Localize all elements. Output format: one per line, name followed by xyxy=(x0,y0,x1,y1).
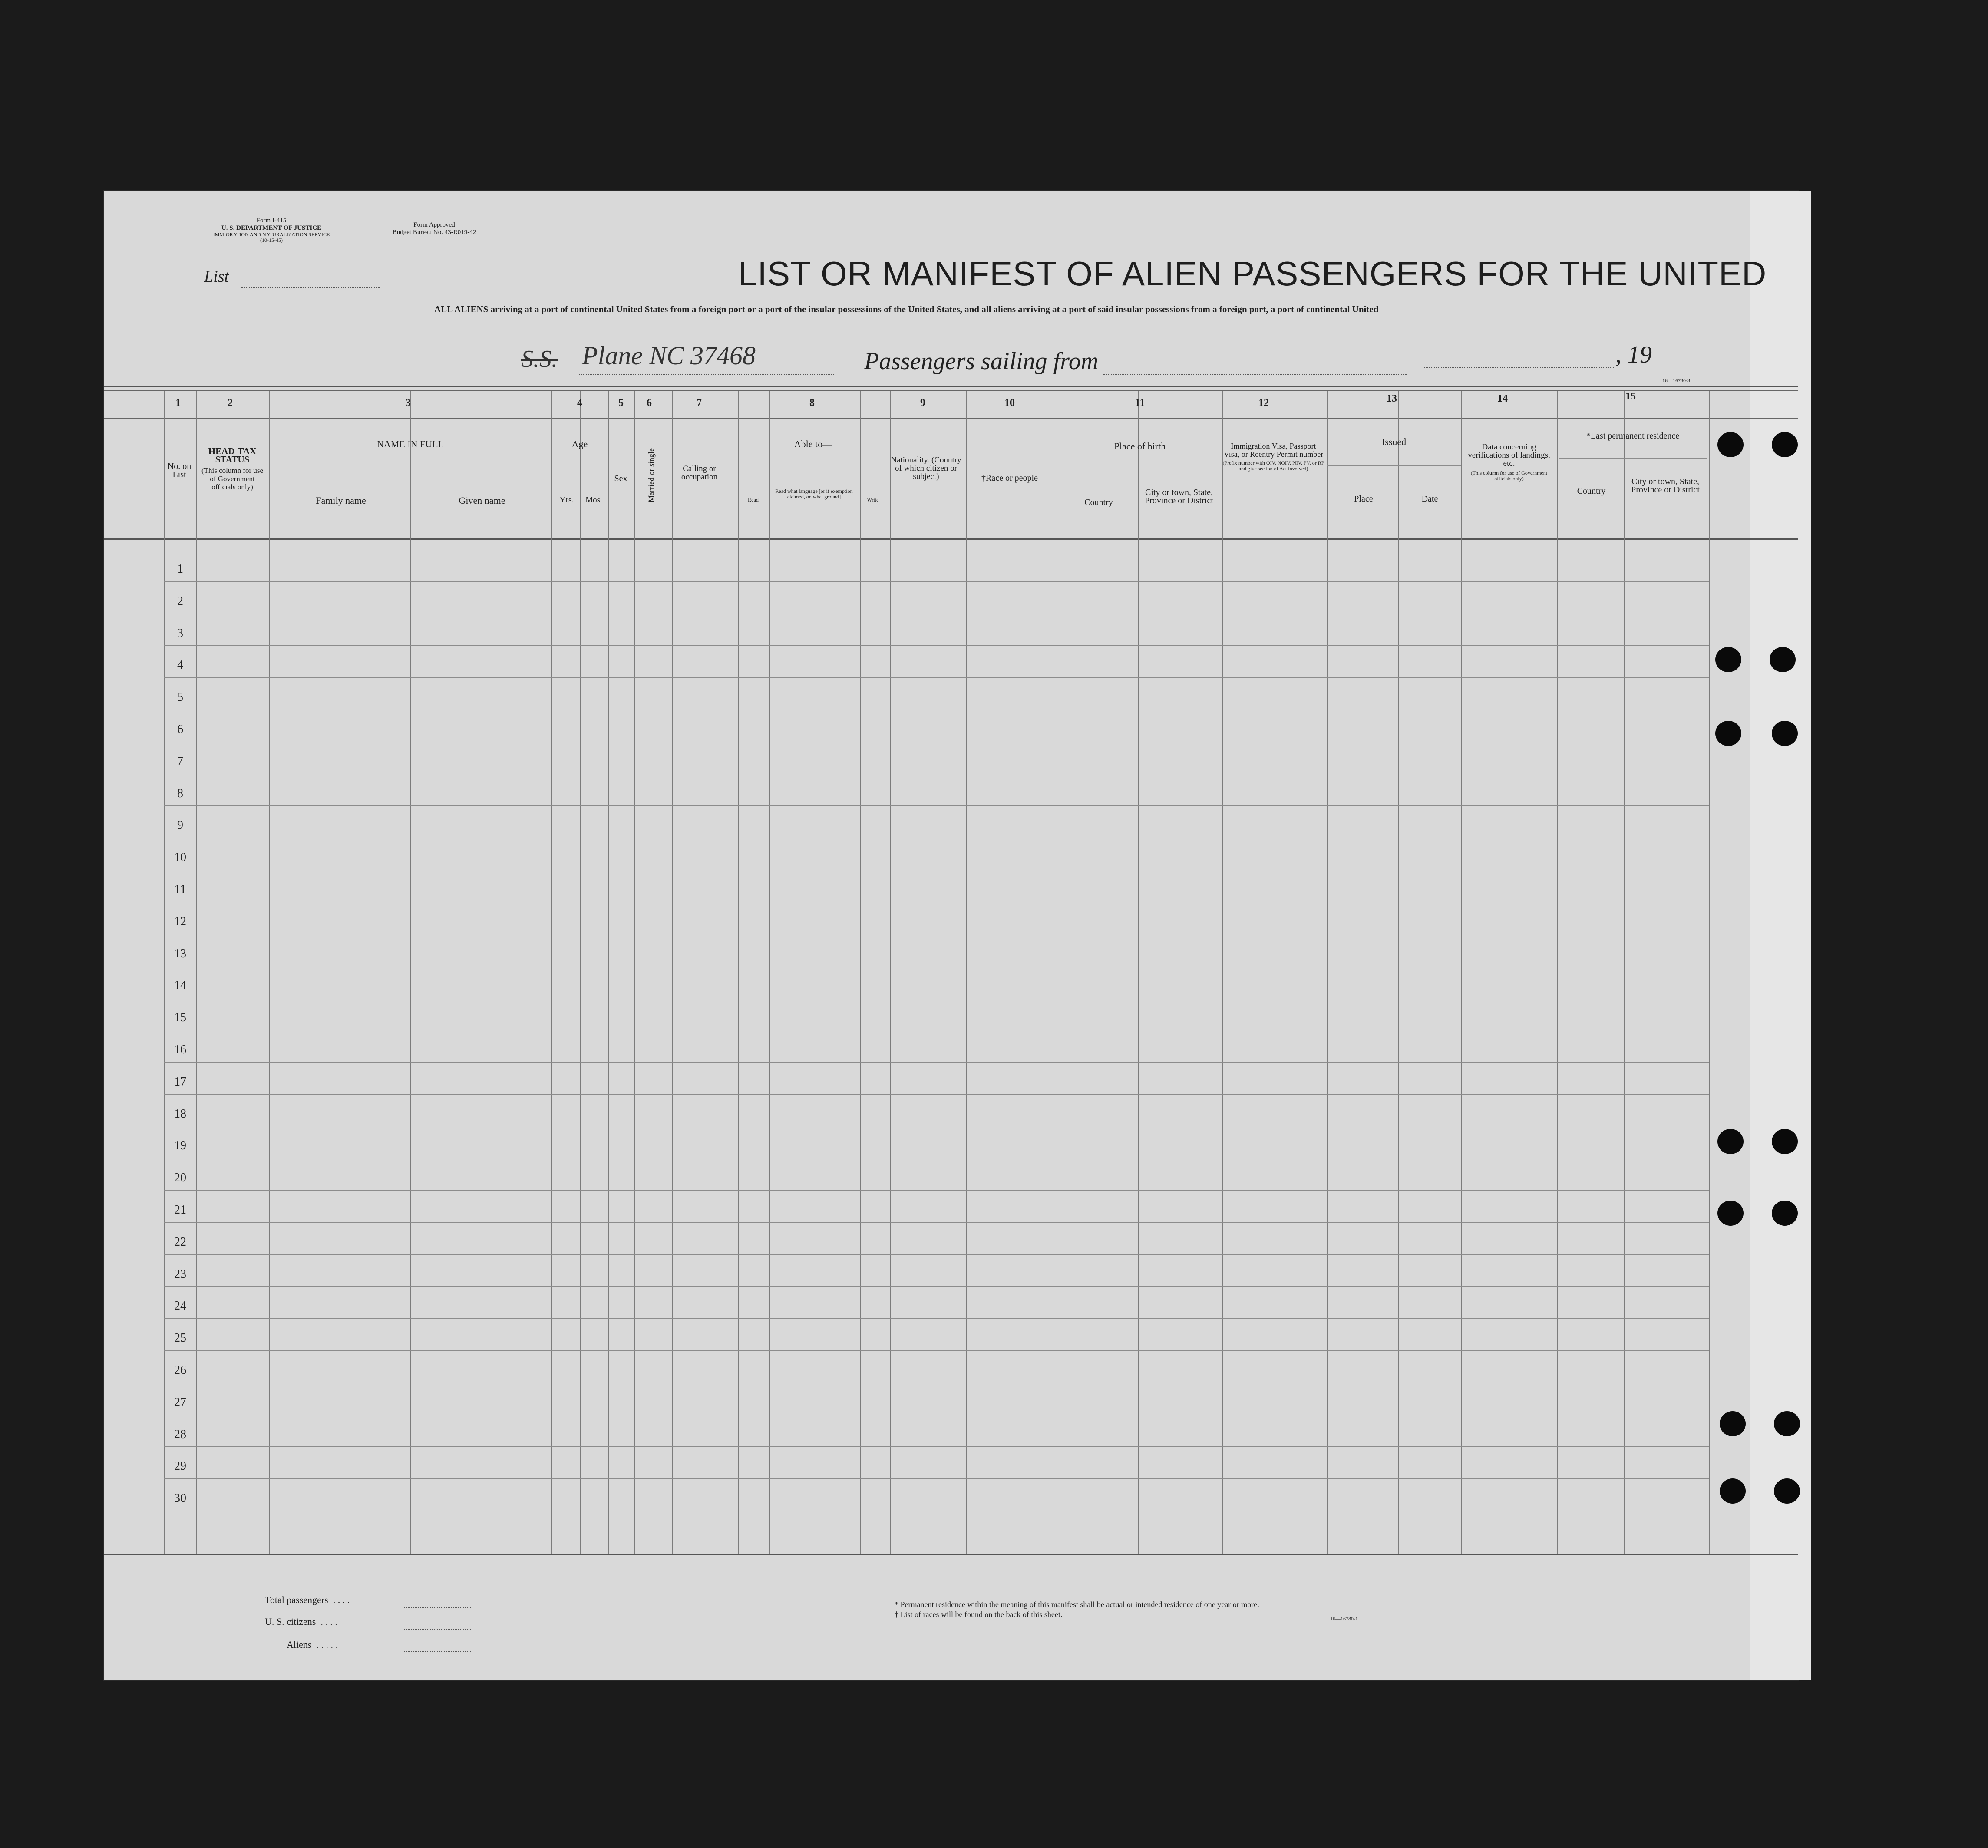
punch-hole xyxy=(1772,721,1798,746)
table-row[interactable] xyxy=(196,677,1709,710)
row-number: 21 xyxy=(174,1203,186,1217)
col-num-10: 10 xyxy=(1004,397,1015,409)
footnote-permanent: * Permanent residence within the meaning of this manifest shall be actual or intended residence of one year or more. xyxy=(895,1600,1259,1609)
col-num-12: 12 xyxy=(1258,397,1269,409)
table-row[interactable] xyxy=(196,1062,1709,1094)
hdr-read: Read xyxy=(748,497,759,503)
ss-label: S.S. xyxy=(521,346,558,373)
table-top-rule xyxy=(104,386,1798,387)
footnote-races: † List of races will be found on the back of this sheet. xyxy=(895,1610,1063,1619)
row-number: 8 xyxy=(177,786,183,800)
hdr-given-name: Given name xyxy=(459,495,505,506)
table-row[interactable] xyxy=(196,870,1709,902)
table-bottom-rule xyxy=(104,1554,1798,1555)
col-num-9: 9 xyxy=(920,397,925,409)
form-id-block xyxy=(200,217,343,243)
page-title: LIST OR MANIFEST OF ALIEN PASSENGERS FOR THE UNITED xyxy=(738,254,1767,293)
table-row[interactable] xyxy=(196,1286,1709,1318)
table-top-rule-2 xyxy=(104,390,1798,391)
row-number: 10 xyxy=(174,851,186,865)
col-num-15: 15 xyxy=(1625,391,1636,402)
punch-hole xyxy=(1717,1201,1744,1226)
row-number: 14 xyxy=(174,979,186,993)
col-num-6: 6 xyxy=(647,397,652,409)
row-number: 28 xyxy=(174,1427,186,1441)
row-number: 25 xyxy=(174,1331,186,1345)
table-row[interactable] xyxy=(196,645,1709,677)
hdr-read-language: Read what language [or if exemption claimed, on what ground] xyxy=(775,488,853,500)
table-row[interactable] xyxy=(196,1094,1709,1126)
row-number: 17 xyxy=(174,1075,186,1089)
table-row[interactable] xyxy=(196,1478,1709,1511)
hdr-yrs: Yrs. xyxy=(559,495,574,505)
year-label: , 19 xyxy=(1615,341,1652,368)
sailing-date-field[interactable] xyxy=(1424,367,1615,368)
row-number: 13 xyxy=(174,947,186,960)
column-divider xyxy=(1709,391,1710,1554)
hdr-place-of-birth: Place of birth xyxy=(1114,441,1166,452)
col-num-8: 8 xyxy=(809,397,815,409)
table-row[interactable] xyxy=(196,1030,1709,1062)
row-number: 11 xyxy=(174,883,186,896)
table-row[interactable] xyxy=(196,774,1709,806)
hdr-nationality: Nationality. (Country of which citizen or subject) xyxy=(891,455,961,481)
us-citizens-label: U. S. citizens . . . . xyxy=(265,1616,337,1627)
row-number: 9 xyxy=(177,818,183,832)
list-number-line[interactable] xyxy=(241,287,380,288)
row-number: 27 xyxy=(174,1395,186,1409)
table-row[interactable] xyxy=(196,902,1709,934)
list-label: List xyxy=(204,267,229,286)
row-number: 18 xyxy=(174,1107,186,1121)
date-code: (10-15-45) xyxy=(260,237,283,243)
us-citizens-field[interactable] xyxy=(404,1628,471,1630)
small-code: 16—16780-3 xyxy=(1662,377,1690,383)
hdr-no-on-list: No. on List xyxy=(167,462,192,479)
punch-hole xyxy=(1720,1411,1746,1436)
punch-hole xyxy=(1720,1478,1746,1504)
row-number: 4 xyxy=(177,658,183,672)
hdr-sex: Sex xyxy=(614,474,627,483)
punch-hole xyxy=(1717,432,1744,457)
table-row[interactable] xyxy=(196,1318,1709,1350)
aliens-label: Aliens . . . . . xyxy=(287,1639,338,1650)
table-row[interactable] xyxy=(196,966,1709,998)
hdr-data-title: Data concerning verifications of landings, etc. xyxy=(1468,442,1550,468)
table-row[interactable] xyxy=(196,934,1709,966)
hdr-birth-country: Country xyxy=(1084,498,1113,507)
hdr-age: Age xyxy=(571,439,588,449)
table-row[interactable] xyxy=(196,1190,1709,1222)
punch-hole xyxy=(1715,721,1741,746)
row-number: 20 xyxy=(174,1171,186,1185)
row-number: 29 xyxy=(174,1459,186,1473)
table-row[interactable] xyxy=(196,581,1709,614)
table-row[interactable] xyxy=(196,998,1709,1030)
col-num-1: 1 xyxy=(175,397,181,409)
row-number: 30 xyxy=(174,1492,186,1505)
sailing-from-field[interactable] xyxy=(1103,373,1407,375)
hdr-visa-note: (Prefix number with QIV, NQIV, NIV, PV, or RP and give section of Act involved) xyxy=(1222,460,1324,472)
table-row[interactable] xyxy=(196,614,1709,646)
hdr-visa-title: Immigration Visa, Passport Visa, or Reentry Permit number xyxy=(1223,442,1324,459)
punch-hole xyxy=(1717,1129,1744,1154)
hdr-family-name: Family name xyxy=(316,495,366,506)
sailing-label: Passengers sailing from xyxy=(864,348,1099,375)
table-row[interactable] xyxy=(196,742,1709,774)
col-num-2: 2 xyxy=(228,397,233,409)
table-row[interactable] xyxy=(196,1446,1709,1478)
table-row[interactable] xyxy=(196,1254,1709,1287)
hdr-write: Write xyxy=(867,497,879,503)
issued-sub-rule xyxy=(1327,465,1461,466)
hdr-married: Married or single xyxy=(647,448,656,502)
table-row[interactable] xyxy=(196,1158,1709,1190)
hdr-res-country: Country xyxy=(1577,486,1606,496)
table-row[interactable] xyxy=(196,549,1709,581)
hdr-able-to: Able to— xyxy=(794,439,832,449)
hdr-last-residence: *Last permanent residence xyxy=(1586,431,1680,441)
col-num-4: 4 xyxy=(577,397,582,409)
row-number: 19 xyxy=(174,1139,186,1153)
aliens-field[interactable] xyxy=(404,1651,471,1652)
hdr-head-tax-note: (This column for use of Government officials only) xyxy=(201,466,264,491)
col-num-3: 3 xyxy=(406,397,411,409)
approval-block xyxy=(369,221,499,236)
hdr-race: †Race or people xyxy=(981,473,1038,483)
punch-hole xyxy=(1715,647,1741,672)
hdr-name-in-full: NAME IN FULL xyxy=(377,439,444,449)
hdr-birth-city: City or town, State, Province or District xyxy=(1145,488,1213,505)
total-passengers-field[interactable] xyxy=(404,1607,471,1608)
punch-hole xyxy=(1772,432,1798,457)
budget-number: Budget Bureau No. 43-R019-42 xyxy=(392,229,476,236)
hdr-res-city: City or town, State, Province or District xyxy=(1631,477,1700,495)
vessel-line xyxy=(578,373,834,375)
hdr-mos: Mos. xyxy=(585,495,602,505)
hdr-visa xyxy=(1222,442,1324,472)
punch-hole xyxy=(1772,1201,1798,1226)
hdr-issued-place: Place xyxy=(1354,494,1373,504)
table-row[interactable] xyxy=(196,1222,1709,1254)
hdr-issued-date: Date xyxy=(1421,494,1438,504)
row-number: 5 xyxy=(177,690,183,704)
table-row[interactable] xyxy=(196,805,1709,838)
row-number: 2 xyxy=(177,594,183,608)
table-row[interactable] xyxy=(196,1383,1709,1415)
residence-sub-rule xyxy=(1559,458,1707,459)
service: IMMIGRATION AND NATURALIZATION SERVICE xyxy=(213,231,330,238)
form-approved: Form Approved xyxy=(413,221,455,228)
row-number: 6 xyxy=(177,723,183,736)
department: U. S. DEPARTMENT OF JUSTICE xyxy=(221,224,322,231)
row-number: 3 xyxy=(177,626,183,640)
page-subtitle: ALL ALIENS arriving at a port of continental United States from a foreign port or a port of the insular possessions of the United States, and all aliens arriving at a port of said insular possessions from a foreign port, a port of continental United xyxy=(434,304,1379,314)
row-number: 15 xyxy=(174,1011,186,1025)
col-num-7: 7 xyxy=(697,397,702,409)
punch-hole xyxy=(1774,1478,1800,1504)
vessel-handwritten[interactable]: Plane NC 37468 xyxy=(582,341,756,370)
row-number: 26 xyxy=(174,1363,186,1377)
row-number: 1 xyxy=(177,562,183,576)
punch-hole xyxy=(1774,1411,1800,1436)
hdr-calling: Calling or occupation xyxy=(681,464,718,482)
col-num-5: 5 xyxy=(618,397,624,409)
hdr-data-concerning xyxy=(1463,443,1555,482)
row-number: 7 xyxy=(177,754,183,768)
row-number: 16 xyxy=(174,1043,186,1056)
row-number: 12 xyxy=(174,914,186,928)
col-number-rule xyxy=(104,418,1798,419)
footnote-code: 16—16780-1 xyxy=(1330,1616,1358,1622)
row-number: 22 xyxy=(174,1235,186,1249)
table-row[interactable] xyxy=(196,1415,1709,1447)
table-row[interactable] xyxy=(196,838,1709,870)
hdr-issued: Issued xyxy=(1381,436,1407,447)
header-bottom-rule xyxy=(104,538,1798,540)
punch-hole xyxy=(1772,1129,1798,1154)
punch-hole xyxy=(1770,647,1796,672)
table-row[interactable] xyxy=(196,1350,1709,1383)
table-row[interactable] xyxy=(196,710,1709,742)
hdr-head-tax xyxy=(200,447,265,491)
table-row[interactable] xyxy=(196,1126,1709,1158)
col-num-13: 13 xyxy=(1387,393,1397,404)
col-num-14: 14 xyxy=(1497,393,1508,404)
sheet-fold xyxy=(1750,191,1811,1680)
col-num-11: 11 xyxy=(1135,397,1145,409)
total-passengers-label: Total passengers . . . . xyxy=(265,1594,350,1605)
row-number: 24 xyxy=(174,1299,186,1313)
hdr-data-note: (This column for use of Government officials only) xyxy=(1470,470,1548,482)
row-number: 23 xyxy=(174,1267,186,1281)
hdr-head-tax-title: HEAD-TAX STATUS xyxy=(208,446,257,465)
form-number: Form I-415 xyxy=(256,217,287,224)
